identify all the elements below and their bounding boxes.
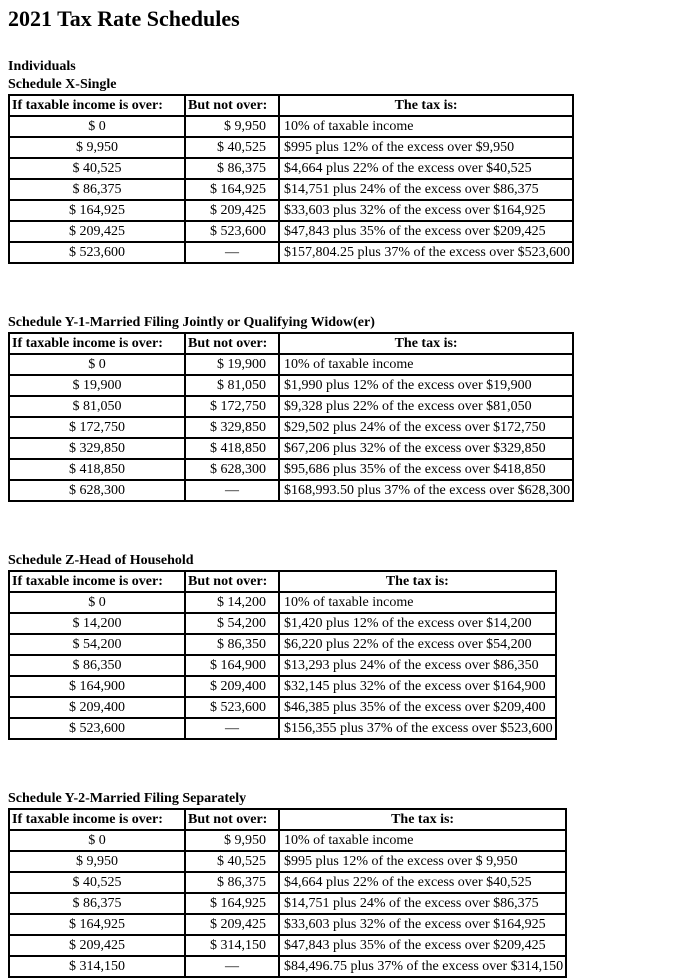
cell-tax: $4,664 plus 22% of the excess over $40,525: [279, 158, 573, 179]
header-row: [9, 95, 573, 116]
table-row: [9, 438, 573, 459]
cell-tax: 10% of taxable income: [279, 354, 573, 375]
cell-not-over: $ 40,525: [185, 137, 279, 158]
table-row: [9, 935, 566, 956]
cell-not-over: $ 314,150: [185, 935, 279, 956]
cell-tax: $1,990 plus 12% of the excess over $19,900: [279, 375, 573, 396]
schedule-title: Schedule Y-1-Married Filing Jointly or Qualifying Widow(er): [8, 315, 375, 330]
table-row: [9, 179, 573, 200]
cell-tax: $4,664 plus 22% of the excess over $40,525: [279, 872, 566, 893]
table-row: [9, 634, 556, 655]
table-row: [9, 697, 556, 718]
cell-tax: $995 plus 12% of the excess over $ 9,950: [279, 851, 566, 872]
cell-over: $ 209,425: [9, 221, 185, 242]
cell-not-over: $ 418,850: [185, 438, 279, 459]
cell-not-over: $ 86,375: [185, 158, 279, 179]
cell-over: $ 40,525: [9, 872, 185, 893]
tax-table: [8, 570, 557, 740]
cell-tax: $6,220 plus 22% of the excess over $54,200: [279, 634, 556, 655]
cell-tax: 10% of taxable income: [279, 830, 566, 851]
schedule-title: Schedule Z-Head of Household: [8, 553, 194, 568]
table-row: [9, 956, 566, 977]
table-row: [9, 354, 573, 375]
cell-tax: $95,686 plus 35% of the excess over $418,850: [279, 459, 573, 480]
cell-not-over: $ 14,200: [185, 592, 279, 613]
schedule-title: Schedule X-Single: [8, 77, 117, 92]
cell-over: $ 0: [9, 116, 185, 137]
cell-over: $ 86,375: [9, 893, 185, 914]
cell-not-over: —: [185, 242, 279, 263]
cell-not-over: $ 164,925: [185, 179, 279, 200]
cell-over: $ 314,150: [9, 956, 185, 977]
cell-not-over: $ 81,050: [185, 375, 279, 396]
cell-not-over: $ 86,375: [185, 872, 279, 893]
cell-over: $ 40,525: [9, 158, 185, 179]
table-row: [9, 417, 573, 438]
cell-over: $ 86,375: [9, 179, 185, 200]
cell-not-over: $ 164,925: [185, 893, 279, 914]
cell-tax: 10% of taxable income: [279, 592, 556, 613]
cell-tax: $47,843 plus 35% of the excess over $209,425: [279, 221, 573, 242]
cell-not-over: $ 209,425: [185, 914, 279, 935]
header-not-over: But not over:: [185, 809, 279, 830]
table-row: [9, 914, 566, 935]
cell-not-over: $ 209,400: [185, 676, 279, 697]
header-not-over: But not over:: [185, 95, 279, 116]
cell-not-over: $ 209,425: [185, 200, 279, 221]
table-row: [9, 200, 573, 221]
table-row: [9, 116, 573, 137]
table-row: [9, 459, 573, 480]
header-row: [9, 333, 573, 354]
cell-tax: $29,502 plus 24% of the excess over $172,750: [279, 417, 573, 438]
section-label: Individuals: [8, 59, 76, 74]
table-row: [9, 242, 573, 263]
cell-over: $ 0: [9, 830, 185, 851]
cell-not-over: —: [185, 956, 279, 977]
header-not-over: But not over:: [185, 333, 279, 354]
cell-over: $ 164,900: [9, 676, 185, 697]
header-over: If taxable income is over:: [9, 95, 185, 116]
cell-tax: $168,993.50 plus 37% of the excess over $628,300: [279, 480, 573, 501]
cell-tax: $1,420 plus 12% of the excess over $14,200: [279, 613, 556, 634]
cell-not-over: $ 86,350: [185, 634, 279, 655]
cell-tax: $14,751 plus 24% of the excess over $86,375: [279, 893, 566, 914]
header-tax: The tax is:: [279, 95, 573, 116]
cell-tax: $157,804.25 plus 37% of the excess over $523,600: [279, 242, 573, 263]
cell-not-over: $ 9,950: [185, 116, 279, 137]
cell-not-over: $ 9,950: [185, 830, 279, 851]
cell-over: $ 81,050: [9, 396, 185, 417]
cell-tax: $32,145 plus 32% of the excess over $164,900: [279, 676, 556, 697]
header-over: If taxable income is over:: [9, 571, 185, 592]
schedule-title: Schedule Y-2-Married Filing Separately: [8, 791, 247, 806]
cell-over: $ 523,600: [9, 718, 185, 739]
table-row: [9, 221, 573, 242]
cell-tax: $13,293 plus 24% of the excess over $86,350: [279, 655, 556, 676]
cell-not-over: $ 172,750: [185, 396, 279, 417]
schedule-z-head-of-household: [8, 552, 678, 740]
header-tax: The tax is:: [279, 571, 556, 592]
cell-over: $ 172,750: [9, 417, 185, 438]
cell-not-over: $ 164,900: [185, 655, 279, 676]
table-row: [9, 830, 566, 851]
table-row: [9, 613, 556, 634]
header-over: If taxable income is over:: [9, 333, 185, 354]
cell-over: $ 86,350: [9, 655, 185, 676]
cell-over: $ 19,900: [9, 375, 185, 396]
table-row: [9, 676, 556, 697]
cell-tax: $33,603 plus 32% of the excess over $164,925: [279, 914, 566, 935]
cell-over: $ 9,950: [9, 851, 185, 872]
cell-tax: $156,355 plus 37% of the excess over $523,600: [279, 718, 556, 739]
cell-over: $ 9,950: [9, 137, 185, 158]
cell-tax: $47,843 plus 35% of the excess over $209,425: [279, 935, 566, 956]
cell-tax: $33,603 plus 32% of the excess over $164,925: [279, 200, 573, 221]
tax-table: [8, 94, 574, 264]
table-row: [9, 480, 573, 501]
cell-over: $ 14,200: [9, 613, 185, 634]
header-row: [9, 571, 556, 592]
cell-over: $ 329,850: [9, 438, 185, 459]
cell-tax: $14,751 plus 24% of the excess over $86,375: [279, 179, 573, 200]
cell-over: $ 628,300: [9, 480, 185, 501]
cell-over: $ 418,850: [9, 459, 185, 480]
cell-over: $ 54,200: [9, 634, 185, 655]
cell-over: $ 164,925: [9, 200, 185, 221]
header-tax: The tax is:: [279, 333, 573, 354]
cell-over: $ 209,400: [9, 697, 185, 718]
page-title: 2021 Tax Rate Schedules: [8, 6, 240, 31]
cell-not-over: —: [185, 718, 279, 739]
table-row: [9, 396, 573, 417]
cell-over: $ 0: [9, 354, 185, 375]
schedule-y1-married-jointly: [8, 314, 678, 502]
cell-over: $ 523,600: [9, 242, 185, 263]
table-row: [9, 872, 566, 893]
cell-not-over: $ 523,600: [185, 697, 279, 718]
table-row: [9, 375, 573, 396]
cell-not-over: —: [185, 480, 279, 501]
cell-not-over: $ 40,525: [185, 851, 279, 872]
table-row: [9, 137, 573, 158]
cell-tax: $995 plus 12% of the excess over $9,950: [279, 137, 573, 158]
cell-tax: 10% of taxable income: [279, 116, 573, 137]
schedule-y2-married-separately: [8, 790, 678, 978]
cell-not-over: $ 523,600: [185, 221, 279, 242]
table-row: [9, 655, 556, 676]
tax-table: [8, 332, 574, 502]
header-row: [9, 809, 566, 830]
table-row: [9, 592, 556, 613]
table-row: [9, 718, 556, 739]
header-over: If taxable income is over:: [9, 809, 185, 830]
cell-tax: $9,328 plus 22% of the excess over $81,050: [279, 396, 573, 417]
table-row: [9, 158, 573, 179]
cell-not-over: $ 628,300: [185, 459, 279, 480]
cell-not-over: $ 54,200: [185, 613, 279, 634]
cell-tax: $84,496.75 plus 37% of the excess over $314,150: [279, 956, 566, 977]
cell-tax: $46,385 plus 35% of the excess over $209,400: [279, 697, 556, 718]
header-not-over: But not over:: [185, 571, 279, 592]
cell-over: $ 0: [9, 592, 185, 613]
table-row: [9, 893, 566, 914]
tax-table: [8, 808, 567, 978]
cell-not-over: $ 329,850: [185, 417, 279, 438]
cell-not-over: $ 19,900: [185, 354, 279, 375]
header-tax: The tax is:: [279, 809, 566, 830]
cell-over: $ 209,425: [9, 935, 185, 956]
cell-over: $ 164,925: [9, 914, 185, 935]
cell-tax: $67,206 plus 32% of the excess over $329,850: [279, 438, 573, 459]
table-row: [9, 851, 566, 872]
schedule-x-single: [8, 58, 678, 264]
